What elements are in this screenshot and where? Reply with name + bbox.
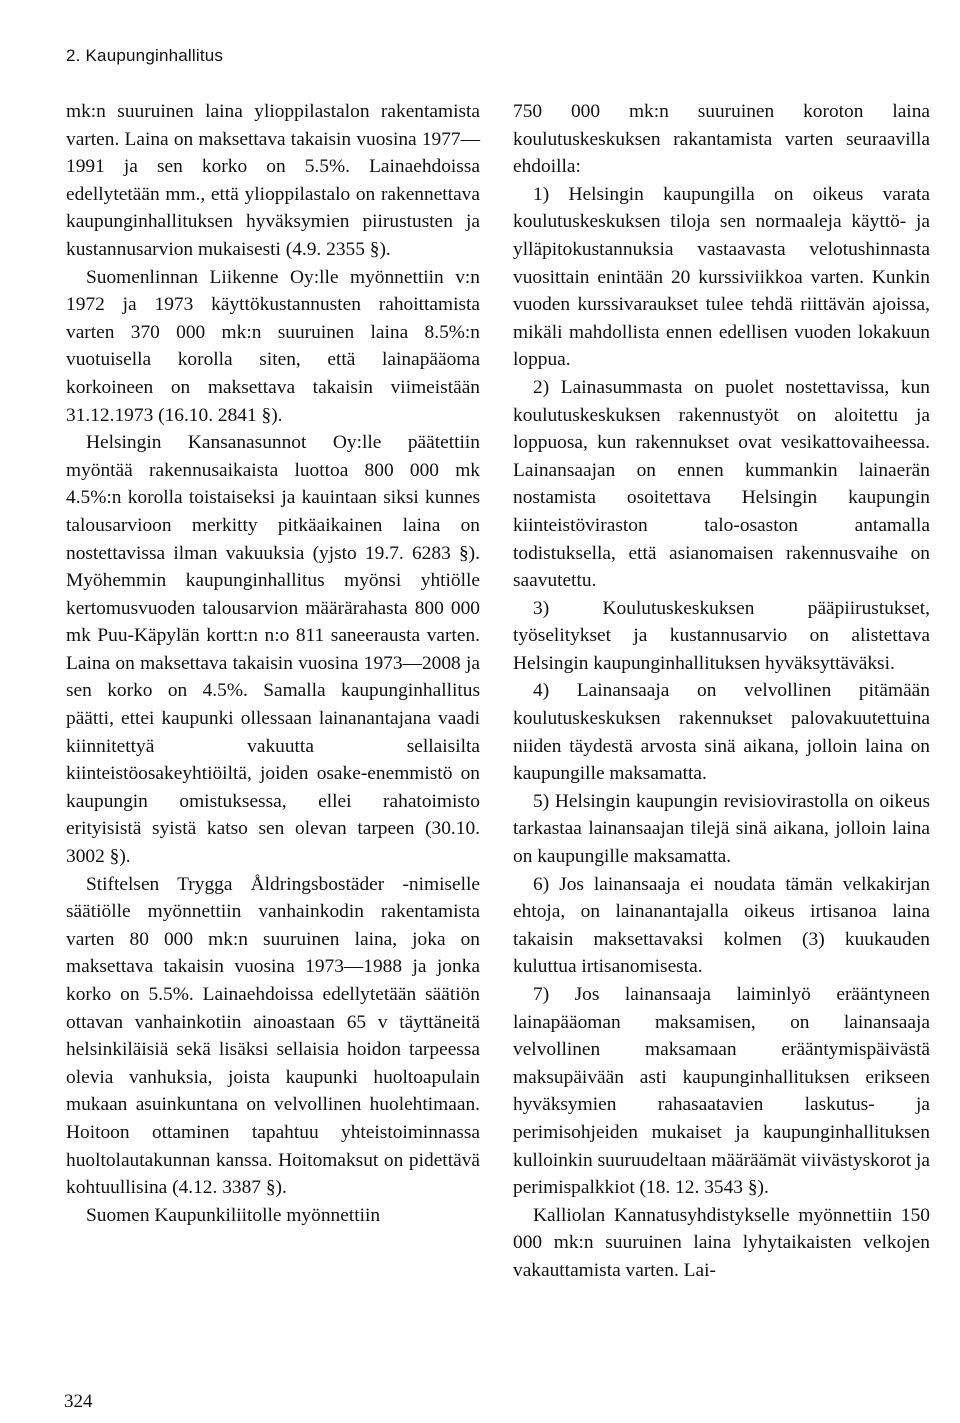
paragraph-kalliola-loan: Kalliolan Kannatusyhdistykselle myönnettiin 150 000 mk:n suuruinen laina lyhytaikaisten velkojen vakauttamista varten. Lai- xyxy=(513,1204,930,1281)
condition-7: 7) Jos lainansaaja laiminlyö erääntyneen lainapääoman maksamisen, on lainansaaja velvollinen maksamaan erääntymispäivästä maksupäivään asti kaupunginhallituksen erikseen hyväksymien rahasaatavien laskutus- ja perimisohjeiden mukaiset ja kaupunginhallituksen kulloinkin suuruudeltaan määräämät viivästyskorot ja perimispalkkiot (18. 12. 3543 §). xyxy=(513,984,930,1199)
page-number: 324 xyxy=(64,1391,93,1412)
condition-5: 5) Helsingin kaupungin revisiovirastolla on oikeus tarkastaa lainansaajan tilejä sinä aikana, jolloin laina on kaupungille maksamatta. xyxy=(513,790,930,868)
paragraph-trygga-aldringsbostader-loan: Stiftelsen Trygga Åldringsbostäder -nimiselle säätiölle myönnettiin vanhainkodin rakentamista varten 80 000 mk:n suuruinen laina, joka on maksettava takaisin vuosina 1973—1988 ja jonka korko on 5.5%. Lainaehdoissa edellytetään säätiön ottavan vanhainkotiin ainoastaan 65 v täyttäneitä helsinkiläisiä sekä lisäksi sellaisia hoidon tarpeessa olevia vanhuksia, joista kaupunki huoltoapulain mukaan asuinkuntana on velvollinen huolehtimaan. Hoitoon ottaminen tapahtuu yhteistoiminnassa huoltolautakunnan kanssa. Hoitomaksut on pidettävä kohtuullisina (4.12. 3387 §). xyxy=(66,873,480,1199)
condition-3: 3) Koulutuskeskuksen pääpiirustukset, työselitykset ja kustannusarvio on alistettava Helsingin kaupunginhallituksen hyväksyttäväksi. xyxy=(513,597,930,674)
left-column xyxy=(66,98,480,1229)
condition-4: 4) Lainansaaja on velvollinen pitämään koulutuskeskuksen rakennukset palovakuutettuina niiden täydestä arvosta sinä aikana, jolloin laina on kaupungille maksamatta. xyxy=(513,680,930,785)
paragraph-kansanasunnot-credit: Helsingin Kansanasunnot Oy:lle päätettiin myöntää rakennusaikaista luottoa 800 000 mk 4.5%:n korolla toistaiseksi ja kauintaan siksi kunnes talousarvioon merkitty pitkäaikainen laina on nostettavissa ilman vakuuksia (yjsto 19.7. 6283 §). Myöhemmin kaupunginhallitus myönsi yhtiölle kertomusvuoden talousarvion määrärahasta 800 000 mk Puu-Käpylän kortt:n n:o 811 saneerausta varten. Laina on maksettava takaisin vuosina 1973—2008 ja sen korko on 4.5%. Samalla kaupunginhallitus päätti, ettei kaupunki ollessaan lainanantajana vaadi kiinnitettyä vakuutta sellaisilta kiinteistöosakeyhtiöiltä, joiden osake-enemmistö on kaupungin omistuksessa, ellei rahatoimisto erityisistä syistä katso sen olevan tarpeen (30.10. 3002 §). xyxy=(66,432,480,868)
paragraph-suomenlinna-loan: Suomenlinnan Liikenne Oy:lle myönnettiin v:n 1972 ja 1973 käyttökustannusten rahoittamista varten 370 000 mk:n suuruinen laina 8.5%:n vuotuisella korolla siten, että lainapääoma korkoineen on maksettava takaisin viimeistään 31.12.1973 (16.10. 2841 §). xyxy=(66,266,480,426)
condition-2: 2) Lainasummasta on puolet nostettavissa, kun koulutuskeskuksen rakennustyöt on aloitettu ja loppuosa, kun rakennukset ovat vesikattovaiheessa. Lainansaajan on ennen kummankin lainaerän nostamista osoitettava Helsingin kaupungin kiinteistöviraston talo-osaston antamalla todistuksella, että asianomaisen rakennusvaihe on saavutettu. xyxy=(513,376,930,592)
right-column xyxy=(513,98,930,1285)
condition-1: 1) Helsingin kaupungilla on oikeus varata koulutuskeskuksen tiloja sen normaaleja käyttö- ja ylläpitokustannuksia vastaavasta velotushinnasta vuosittain enintään 20 kurssiviikkoa varten. Kunkin vuoden kurssivaraukset tulee tehdä riittävän ajoissa, mikäli mahdollista ennen edellisen vuoden lokakuun loppua. xyxy=(513,183,930,371)
paragraph-student-house-loan: mk:n suuruinen laina ylioppilastalon rakentamista varten. Laina on maksettava takaisin vuosina 1977—1991 ja sen korko on 5.5%. Lainaehdoissa edellytetään mm., että ylioppilastalo on rakennettava kaupunginhallituksen hyväksymien piirustusten ja kustannusarvion mukaisesti (4.9. 2355 §). xyxy=(66,101,480,260)
running-header: 2. Kaupunginhallitus xyxy=(66,46,224,65)
paragraph-training-centre-loan: 750 000 mk:n suuruinen koroton laina koulutuskeskuksen rakantamista varten seuraavilla ehdoilla: xyxy=(513,101,930,178)
condition-6: 6) Jos lainansaaja ei noudata tämän velkakirjan ehtoja, on lainanantajalla oikeus irtisanoa laina takaisin maksettavaksi kolmen (3) kuukauden kuluttua irtisanomisesta. xyxy=(513,873,930,978)
paragraph-kaupunkiliitto-loan-start: Suomen Kaupunkiliitolle myönnettiin xyxy=(86,1204,381,1226)
